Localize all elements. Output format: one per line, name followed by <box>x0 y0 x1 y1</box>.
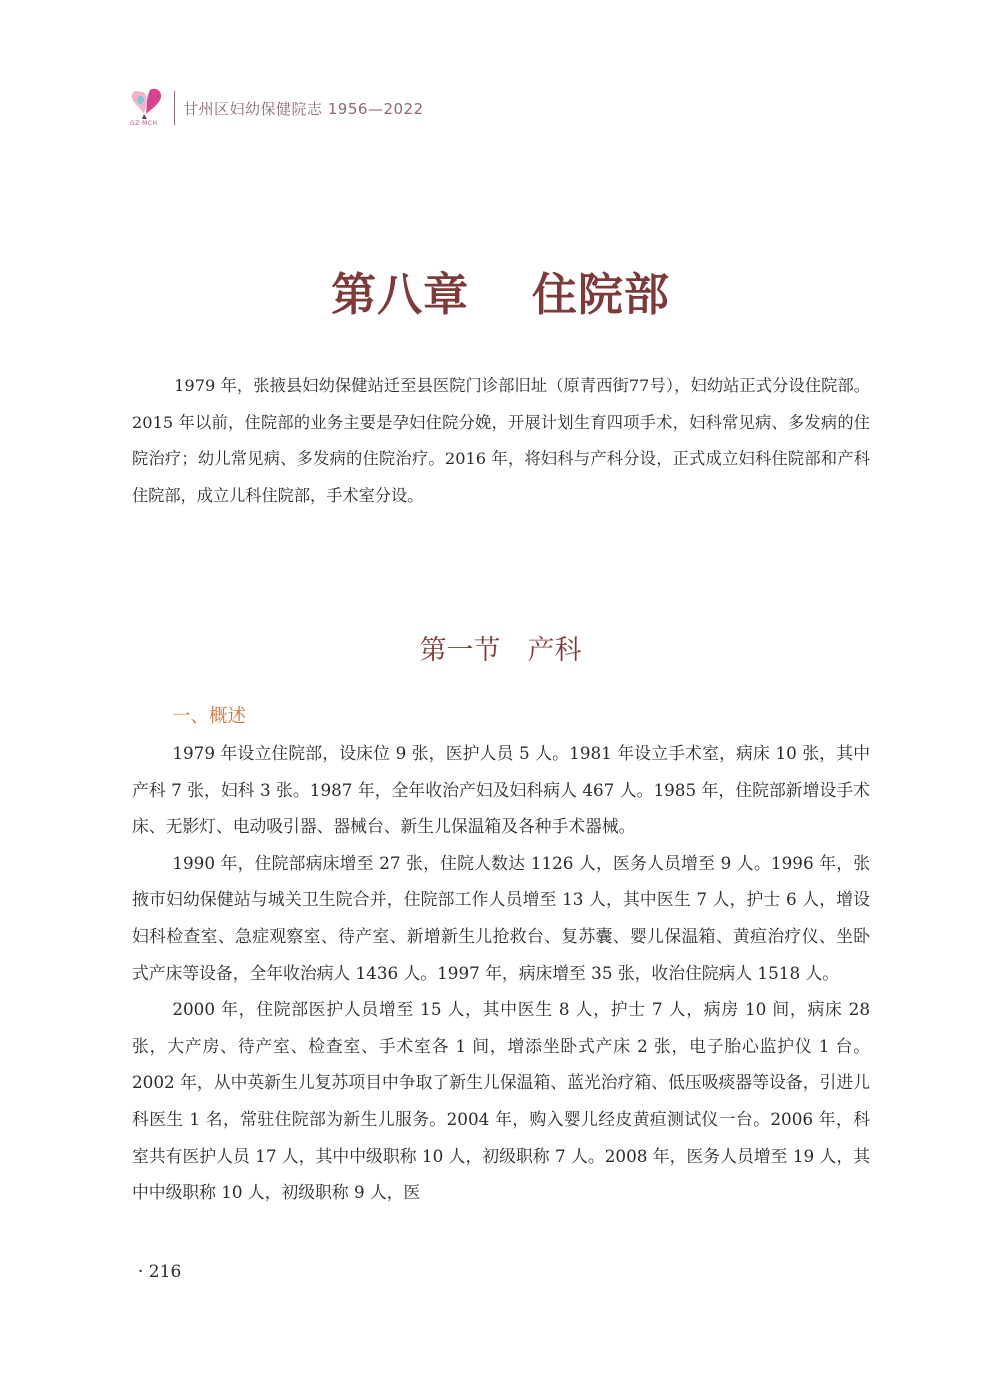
book-title: 甘州区妇幼保健院志 1956—2022 <box>183 99 424 118</box>
header-divider <box>174 91 175 125</box>
running-header <box>128 86 424 130</box>
hospital-logo <box>128 86 168 130</box>
heart-flower-logo-icon <box>128 86 168 120</box>
logo-text: GZ·MCH <box>130 120 158 127</box>
page-number: · 216 <box>138 1262 182 1282</box>
intro-paragraph: 1979 年，张掖县妇幼保健站迁至县医院门诊部旧址（原青西街77号），妇幼站正式分设住院部。2015 年以前，住院部的业务主要是孕妇住院分娩，开展计划生育四项手术，妇科常见病、多发病的住院治疗；幼儿常见病、多发病的住院治疗。2016 年，将妇科与产科分设，正式成立妇科住院部和产科住院部，成立儿科住院部，手术室分设。 <box>132 376 870 505</box>
section-body <box>132 735 870 1211</box>
subsection-title: 一、概述 <box>172 706 247 727</box>
body-paragraph: 2000 年，住院部医护人员增至 15 人，其中医生 8 人，护士 7 人，病房 10 间，病床 28 张，大产房、待产室、检查室、手术室各 1 间，增添坐卧式产床 2 张，电子胎心监护仪 1 台。2002 年，从中英新生儿复苏项目中争取了新生儿保温箱、蓝光治疗箱、低压吸痰器等设备，引进儿科医生 1 名，常驻住院部为新生儿服务。2004 年，购入婴儿经皮黄疸测试仪一台。2006 年，科室共有医护人员 17 人，其中中级职称 10 人，初级职称 7 人。2008 年，医务人员增至 19 人，其中中级职称 10 人，初级职称 9 人，医 <box>132 999 870 1203</box>
chapter-intro <box>132 368 870 514</box>
chapter-title: 第八章 住院部 <box>331 268 670 321</box>
section-title: 第一节 产科 <box>419 635 582 666</box>
body-paragraph: 1979 年设立住院部，设床位 9 张，医护人员 5 人。1981 年设立手术室，病床 10 张，其中产科 7 张，妇科 3 张。1987 年，全年收治产妇及妇科病人 467 人。1985 年，住院部新增设手术床、无影灯、电动吸引器、器械台、新生儿保温箱及各种手术器械。 <box>132 743 870 837</box>
body-paragraph: 1990 年，住院部病床增至 27 张，住院人数达 1126 人，医务人员增至 9 人。1996 年，张掖市妇幼保健站与城关卫生院合并，住院部工作人员增至 13 人，其中医生 7 人，护士 6 人，增设妇科检查室、急症观察室、待产室、新增新生儿抢救台、复苏囊、婴儿保温箱、黄疸治疗仪、坐卧式产床等设备，全年收治病人 1436 人。1997 年，病床增至 35 张，收治住院病人 1518 人。 <box>132 852 870 983</box>
